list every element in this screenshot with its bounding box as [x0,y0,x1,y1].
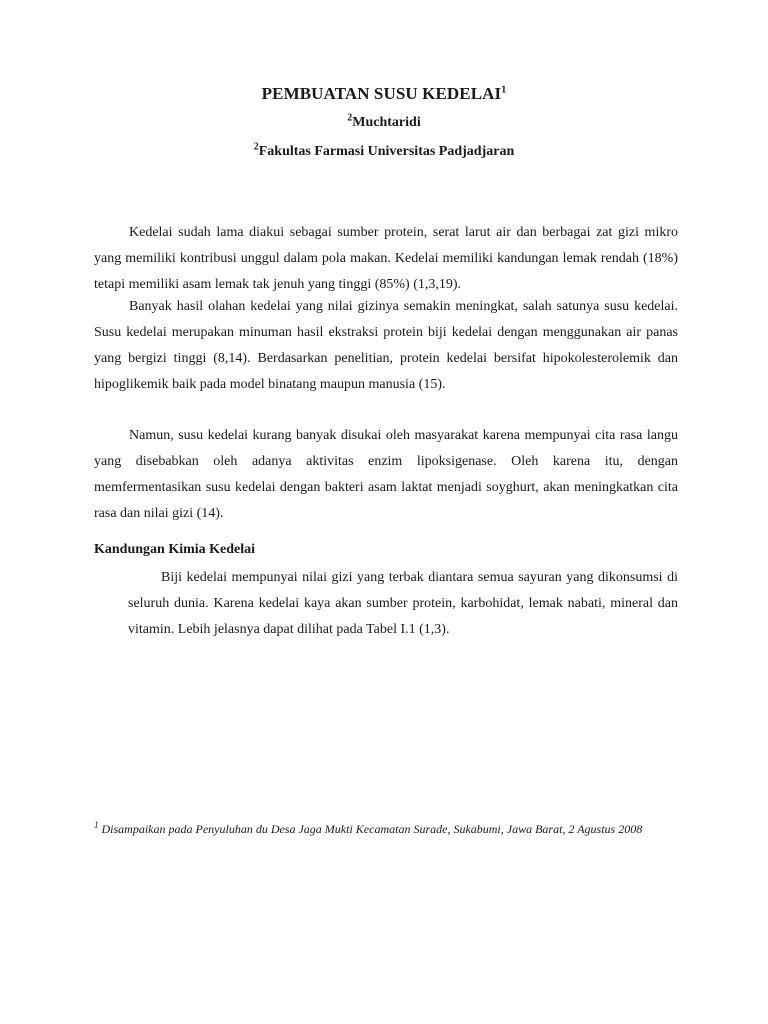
author-mark: 2 [347,112,353,124]
section-heading: Kandungan Kimia Kedelai [94,542,256,557]
section-paragraph: Biji kedelai mempunyai nilai gizi yang terbak diantara semua sayuran yang dikonsumsi di seluruh dunia. Karena kedelai kaya akan sumber protein, karbohidat, lemak nabati, mineral dan vitamin. Lebih jelasnya dapat dilihat pada Tabel I.1 (1,3). [128,570,678,637]
footnote [94,818,678,841]
author-name: Muchtaridi [352,115,421,130]
body-paragraph-3: Namun, susu kedelai kurang banyak disukai oleh masyarakat karena mempunyai cita rasa langu yang disebabkan oleh adanya aktivitas enzim lipoksigenase. Oleh karena itu, dengan memfermentasikan susu kedelai dengan bakteri asam laktat menjadi soyghurt, akan meningkatkan cita rasa dan nilai gizi (14). [94,428,678,521]
affiliation-line [0,141,768,160]
title-footnote-mark: 1 [501,84,507,96]
author-line [0,112,768,131]
footnote-text: Disampaikan pada Penyuluhan du Desa Jaga Mukti Kecamatan Surade, Sukabumi, Jawa Barat, 2 Agustus 2008 [101,822,643,836]
affiliation-name: Fakultas Farmasi Universitas Padjadjaran [258,144,515,159]
footnote-mark: 1 [94,820,99,830]
document-title [0,84,768,104]
document-title-text: PEMBUATAN SUSU KEDELAI [261,84,502,103]
affiliation-mark: 2 [253,141,259,153]
body-paragraph-1: Kedelai sudah lama diakui sebagai sumber protein, serat larut air dan berbagai zat gizi mikro yang memiliki kontribusi unggul dalam pola makan. Kedelai memiliki kandungan lemak rendah (18%) tetapi memiliki asam lemak tak jenuh yang tinggi (85%) (1,3,19). [94,225,678,292]
body-paragraph-2: Banyak hasil olahan kedelai yang nilai gizinya semakin meningkat, salah satunya susu kedelai. Susu kedelai merupakan minuman hasil ekstraksi protein biji kedelai dengan menggunakan air panas yang bergizi tinggi (8,14). Berdasarkan penelitian, protein kedelai bersifat hipokolesterolemik dan hipoglikemik baik pada model binatang maupun manusia (15). [94,299,678,392]
